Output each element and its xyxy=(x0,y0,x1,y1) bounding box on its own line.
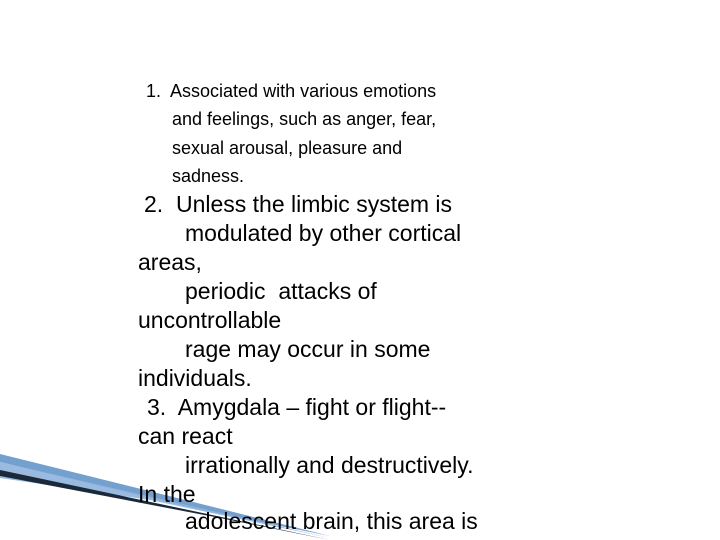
point2-line-6: rage may occur in some xyxy=(185,336,431,362)
point2-line-1: 2. Unless the limbic system is xyxy=(144,191,453,217)
point2-line-4: periodic attacks of xyxy=(185,278,377,304)
point2-line-2: modulated by other cortical xyxy=(185,220,462,246)
point3-line-5: adolescent brain, this area is xyxy=(185,508,478,534)
point3-line-1: 3. Amygdala – fight or flight-- xyxy=(147,394,447,420)
point3-line-4: In the xyxy=(138,481,196,507)
point1-line-4: sadness. xyxy=(172,166,245,186)
point1-line-3: sexual arousal, pleasure and xyxy=(172,138,403,158)
point1-line-1: 1. Associated with various emotions xyxy=(146,81,437,101)
point2-line-3: areas, xyxy=(138,249,202,275)
point1-line-2: and feelings, such as anger, fear, xyxy=(172,109,437,129)
point3-line-3: irrationally and destructively. xyxy=(185,452,474,478)
point2-line-7: individuals. xyxy=(138,365,252,391)
point2-line-5: uncontrollable xyxy=(138,307,282,333)
point3-line-2: can react xyxy=(138,423,233,449)
